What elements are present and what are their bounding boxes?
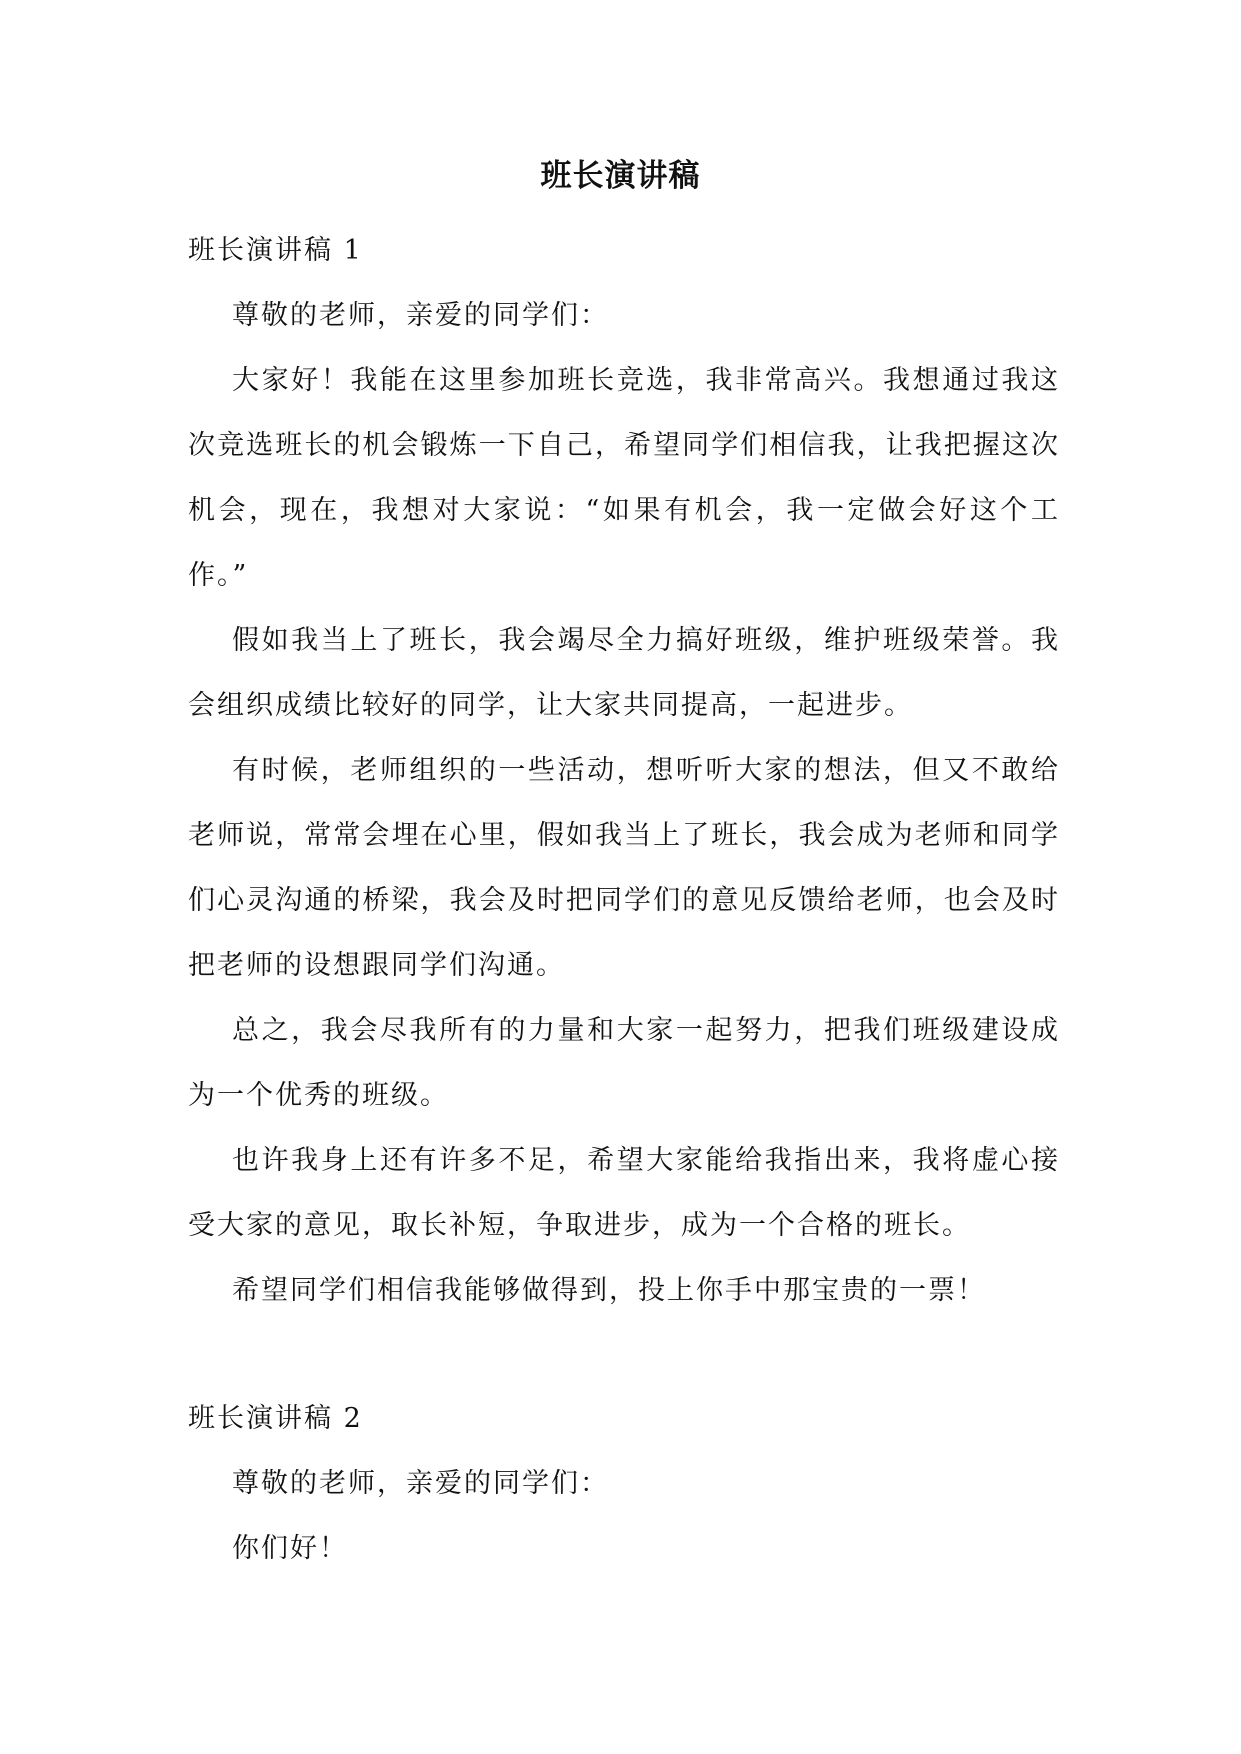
section-heading: 班长演讲稿 1	[188, 235, 363, 266]
speech-section-2	[188, 1386, 1060, 1581]
document-title: 班长演讲稿	[540, 158, 701, 194]
closing-paragraph: 希望同学们相信我能够做得到，投上你手中那宝贵的一票！	[232, 1275, 986, 1306]
body-paragraph: 假如我当上了班长，我会竭尽全力搞好班级，维护班级荣誉。我会组织成绩比较好的同学，让大家共同提高，一起进步。	[188, 625, 1060, 721]
section-heading: 班长演讲稿 2	[188, 1403, 363, 1434]
salutation-paragraph: 尊敬的老师，亲爱的同学们：	[232, 300, 609, 331]
speech-section-1	[188, 218, 1060, 1323]
body-paragraph: 也许我身上还有许多不足，希望大家能给我指出来，我将虚心接受大家的意见，取长补短，争取进步，成为一个合格的班长。	[188, 1145, 1060, 1241]
salutation-paragraph: 尊敬的老师，亲爱的同学们：	[232, 1468, 609, 1499]
body-paragraph: 大家好！我能在这里参加班长竞选，我非常高兴。我想通过我这次竞选班长的机会锻炼一下自己，希望同学们相信我，让我把握这次机会，现在，我想对大家说：“如果有机会，我一定做会好这个工作。”	[188, 365, 1060, 591]
body-paragraph: 有时候，老师组织的一些活动，想听听大家的想法，但又不敢给老师说，常常会埋在心里，假如我当上了班长，我会成为老师和同学们心灵沟通的桥梁，我会及时把同学们的意见反馈给老师，也会及时把老师的设想跟同学们沟通。	[188, 755, 1060, 981]
body-paragraph: 总之，我会尽我所有的力量和大家一起努力，把我们班级建设成为一个优秀的班级。	[188, 1015, 1060, 1111]
greeting-paragraph: 你们好！	[232, 1533, 348, 1564]
